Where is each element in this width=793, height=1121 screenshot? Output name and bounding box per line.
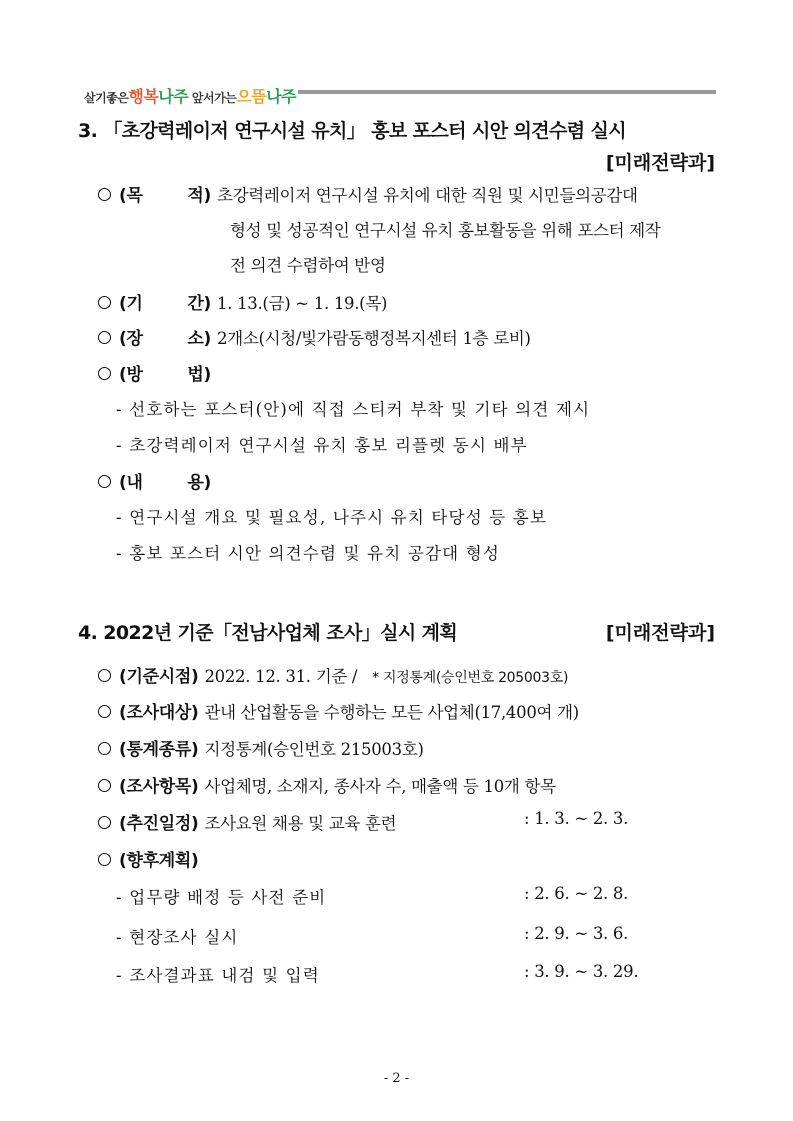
survey-row-note: * 지정통계(승인번호 205003호) [372,670,569,686]
section4-title: 4. 2022년 기준「전남사업체 조사」실시 계획 [78,622,458,644]
survey-row-text: 2022. 12. 31. 기준 / [204,667,358,686]
circle-bullet-icon [98,742,111,755]
place-text: 2개소(시청/빛가람동행정복지센터 1층 로비) [217,329,531,348]
circle-bullet-icon [98,331,111,344]
slogan-best: 으뜸 [236,87,267,106]
slogan-happy: 행복 [128,87,159,106]
survey-row-label: (통계종류) [119,740,199,760]
survey-row-label: (기준시점) [119,667,199,687]
circle-bullet-icon [98,188,111,201]
circle-bullet-icon [98,779,111,792]
content-label: (내 용) [119,473,211,493]
content-row [98,468,211,493]
purpose-line-1: 초강력레이저 연구시설 유치에 대한 직원 및 시민들의공감대 [217,186,638,205]
survey-row-text: 조사요원 채용 및 교육 훈련 [204,814,397,833]
plan-item: - 업무량 배정 등 사전 준비 [116,888,327,907]
plan-item: - 조사결과표 내검 및 입력 [116,966,320,985]
survey-row-label: (조사대상) [119,703,199,723]
plan-item: - 현장조사 실시 [116,928,239,947]
survey-row-text: 사업체명, 소재지, 종사자 수, 매출액 등 10개 항목 [204,777,556,796]
method-label: (방 법) [119,365,211,385]
method-item: - 선호하는 포스터(안)에 직접 스티커 부착 및 기타 의견 제시 [116,400,591,419]
survey-row-text: 지정통계(승인번호 215003호) [204,740,424,759]
circle-bullet-icon [98,705,111,718]
slogan-prefix: 살기좋은 [84,91,129,105]
slogan-naju-1: 나주 [158,87,189,106]
slogan-middle: 앞서가는 [191,91,237,105]
circle-bullet-icon [98,296,111,309]
plan-date: : 2. 6. ~ 2. 8. [524,884,629,903]
survey-row [98,735,424,760]
period-text: 1. 13.(금) ~ 1. 19.(목) [217,294,388,313]
circle-bullet-icon [98,367,111,380]
period-label: (기 간) [119,294,211,314]
section3-title: 3. 「초강력레이저 연구시설 유치」 홍보 포스터 시안 의견수렴 실시 [78,120,627,142]
purpose-line-3: 전 의견 수렴하여 반영 [230,256,386,275]
survey-row-label: (향후계획) [119,851,199,871]
survey-row-text: 관내 산업활동을 수행하는 모든 사업체(17,400여 개) [204,703,579,722]
circle-bullet-icon [98,853,111,866]
period-row [98,289,387,314]
page-number: - 2 - [383,1071,410,1086]
purpose-line-2: 형성 및 성공적인 연구시설 유치 홍보활동을 위해 포스터 제작 [230,221,661,240]
survey-row [98,772,556,797]
plan-date: : 3. 9. ~ 3. 29. [524,962,639,981]
circle-bullet-icon [98,669,111,682]
schedule-date: : 1. 3. ~ 2. 3. [524,809,629,828]
survey-row [98,662,568,687]
section4-dept: [미래전략과] [605,622,715,644]
survey-row [98,809,396,834]
header-divider [298,90,716,94]
content-item: - 연구시설 개요 및 필요성, 나주시 유치 타당성 등 홍보 [116,508,548,527]
survey-row-label: (조사항목) [119,777,199,797]
circle-bullet-icon [98,475,111,488]
purpose-label: (목 적) [119,186,211,206]
place-label: (장 소) [119,329,211,349]
circle-bullet-icon [98,816,111,829]
content-item: - 홍보 포스터 시안 의견수렴 및 유치 공감대 형성 [116,544,500,563]
plan-date: : 2. 9. ~ 3. 6. [524,924,629,943]
city-slogan-logo [84,84,296,107]
method-item: - 초강력레이저 연구시설 유치 홍보 리플렛 동시 배부 [116,436,528,455]
survey-row [98,698,579,723]
place-row [98,324,531,349]
method-row [98,360,211,385]
slogan-naju-2: 나주 [266,87,297,106]
survey-row [98,846,198,871]
purpose-row [98,181,638,206]
section3-dept: [미래전략과] [605,152,715,174]
survey-row-label: (추진일정) [119,814,199,834]
